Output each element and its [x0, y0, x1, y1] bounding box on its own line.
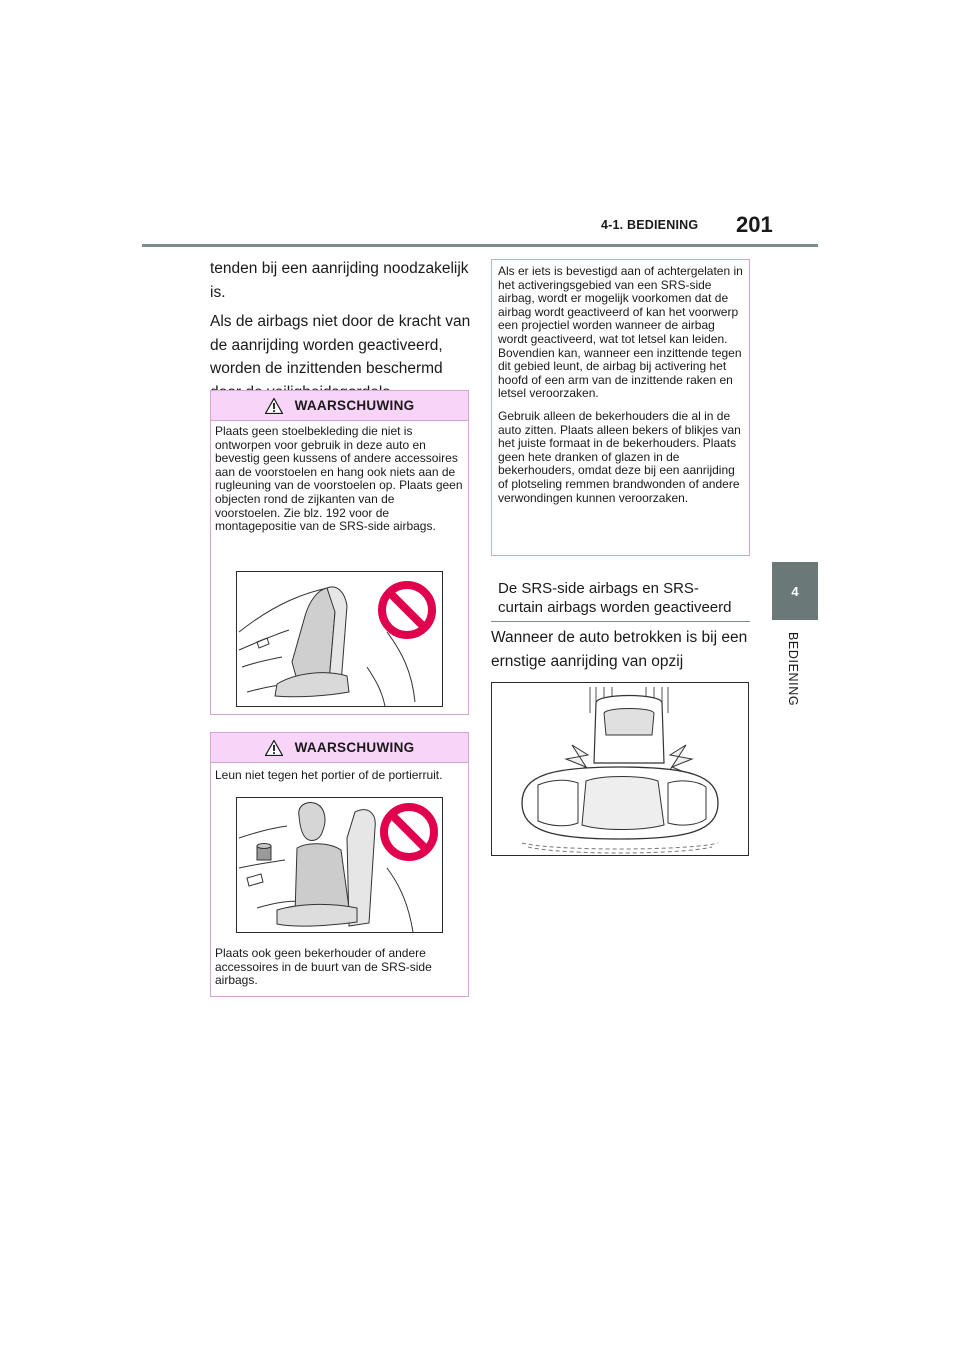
warning-label: WAARSCHUWING: [294, 740, 415, 755]
info-paragraph: Als er iets is bevestigd aan of achtergelaten in het activeringsgebied van een SRS-side airbag, wordt er mogelijk voorkomen dat de airbag wordt geactiveerd of kan het voorwerp een projectiel worden wanneer de airbag wordt geactiveerd, wat tot letsel kan leiden. Bovendien kan, wanneer een inzittende tegen dit gebied leunt, de airbag bij activering het hoofd of een arm van de inzittende raken en letsel veroorzaken.: [498, 264, 743, 401]
chapter-label: BEDIENING: [786, 632, 800, 707]
warning-text: Plaats geen stoelbekleding die niet is ontworpen voor gebruik in deze auto en bevestig geen kussens of andere accessoires aan de voorstoelen en hang ook niets aan de rugleuning van de voorstoelen op. Plaats geen objecten rond de zijkanten van de voorstoelen. Zie blz. 192 voor de montagepositie van de SRS-side airbags.: [215, 424, 463, 534]
occupant-illustration: [236, 797, 443, 933]
warning-text: Plaats ook geen bekerhouder of andere accessoires in de buurt van de SRS-side airbags.: [215, 946, 432, 988]
warning-box: [210, 732, 469, 997]
page-number: 201: [736, 212, 773, 237]
chapter-tab: 4: [772, 562, 818, 620]
header-divider: [142, 244, 818, 247]
body-text: [210, 257, 472, 410]
seat-illustration: [236, 571, 443, 707]
warning-header: [211, 733, 468, 763]
section-subheading: De SRS-side airbags en SRS-curtain airbags worden geactiveerd: [491, 576, 750, 622]
seat-drawing: [237, 572, 442, 706]
warning-label: WAARSCHUWING: [294, 398, 415, 413]
warning-header: [211, 391, 468, 421]
warning-triangle-icon: [265, 740, 283, 756]
body-paragraph: Als de airbags niet door de kracht van de aanrijding worden geactiveerd, worden de inzittenden beschermd: [210, 313, 471, 377]
prohibition-sign-icon: [382, 585, 432, 635]
body-paragraph: Wanneer de auto betrokken is bij een ernstige aanrijding van opzij: [491, 629, 748, 670]
warning-triangle-icon: [265, 398, 283, 414]
warning-text: Leun niet tegen het portier of de portierruit.: [215, 768, 443, 782]
info-box: [491, 259, 750, 556]
occupant-drawing: [237, 798, 442, 932]
warning-box: [210, 390, 469, 715]
info-paragraph: Gebruik alleen de bekerhouders die al in de auto zitten. Plaats alleen bekers of blikjes van het juiste formaat in de bekerhouders. Plaats geen hete dranken of glazen in de bekerhouders, omdat deze bij een aanrijding of plotseling remmen brandwonden of andere verwondingen kunnen veroorzaken.: [498, 408, 741, 505]
side-collision-drawing: [492, 683, 748, 855]
prohibition-sign-icon: [384, 807, 434, 857]
side-collision-illustration: [491, 682, 749, 856]
body-paragraph: tenden bij een aanrijding noodzakelijk is.: [210, 260, 469, 301]
section-title: 4-1. BEDIENING: [601, 218, 699, 232]
